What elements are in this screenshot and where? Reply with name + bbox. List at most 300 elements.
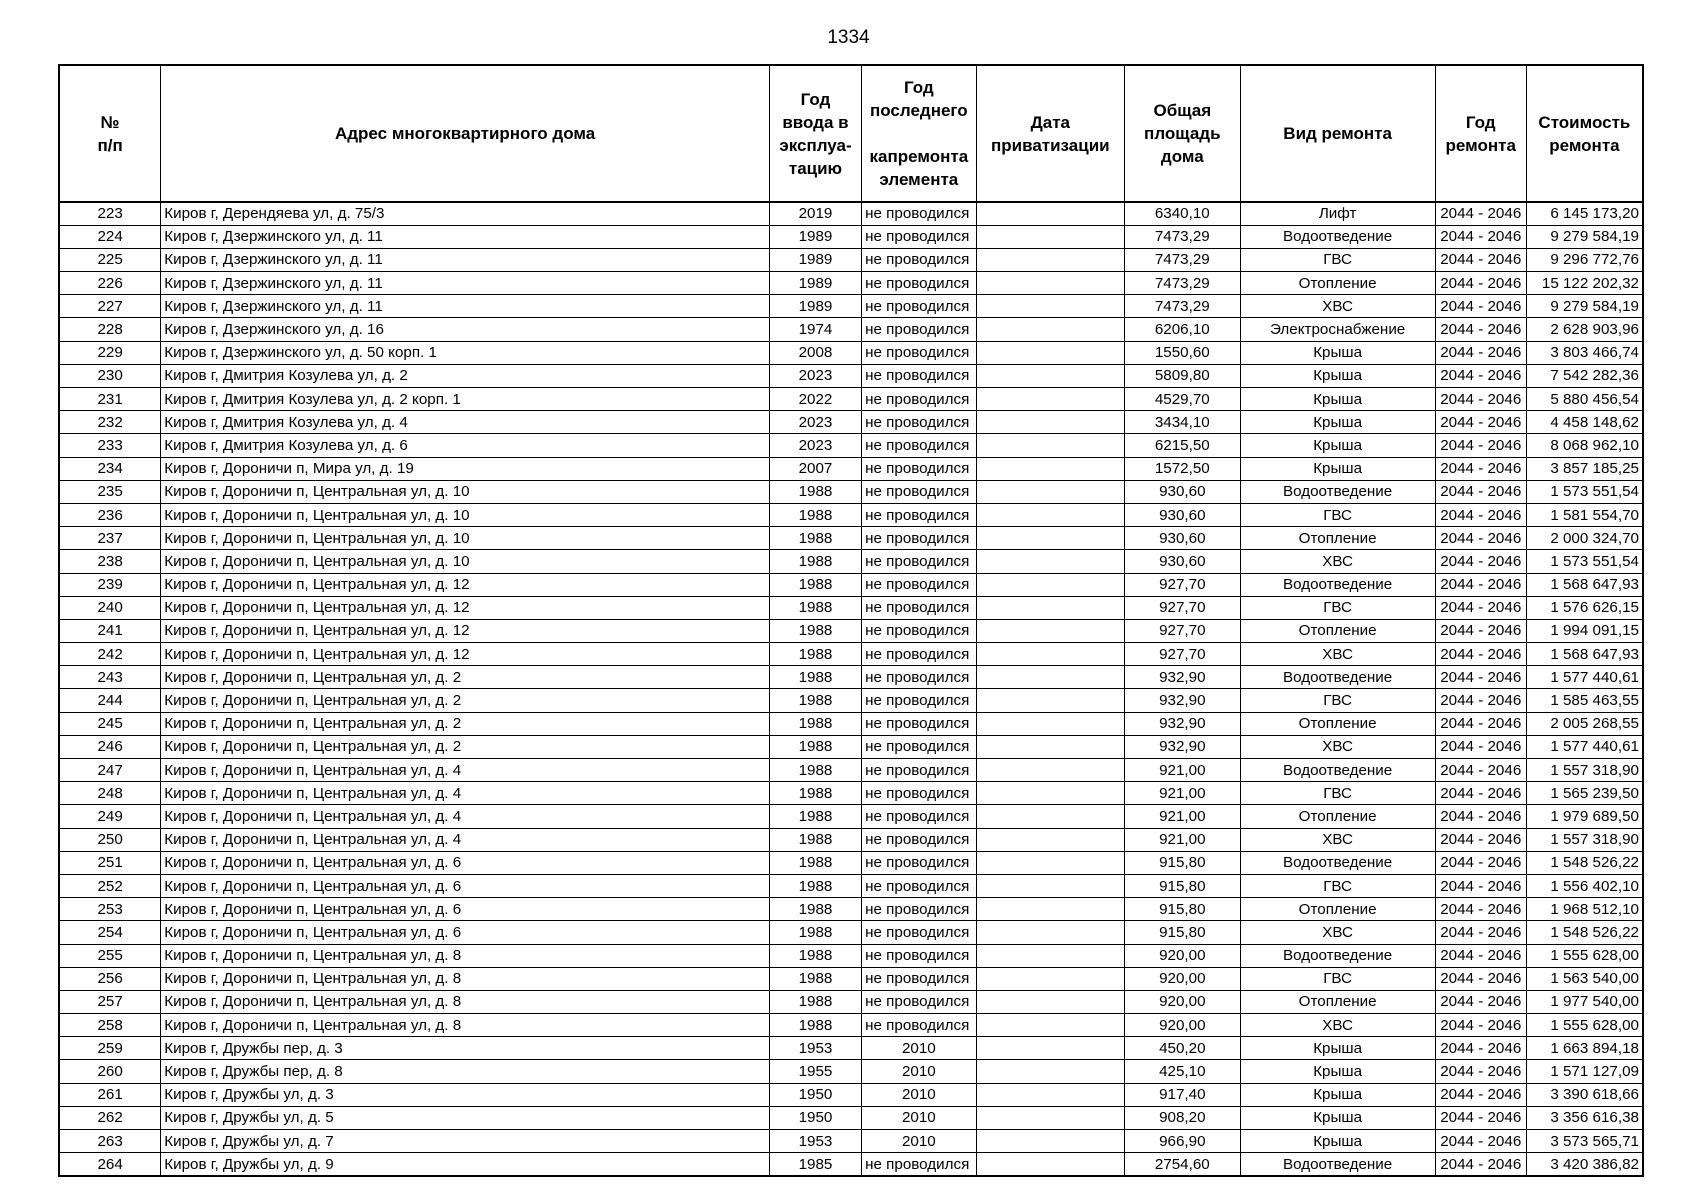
cell-cost: 1 576 626,15 (1526, 596, 1643, 619)
cell-address: Киров г, Дмитрия Козулева ул, д. 2 (161, 364, 770, 387)
cell-last-repair: не проводился (862, 573, 977, 596)
cell-year-built: 1953 (769, 1037, 861, 1060)
cell-cost: 8 068 962,10 (1526, 434, 1643, 457)
cell-area: 915,80 (1125, 874, 1241, 897)
cell-privatization (976, 550, 1124, 573)
table-row (59, 388, 1643, 411)
cell-repair-year: 2044 - 2046 (1435, 202, 1526, 225)
cell-year-built: 1988 (769, 666, 861, 689)
cell-last-repair: не проводился (862, 388, 977, 411)
cell-repair-type: Водоотведение (1240, 944, 1435, 967)
table-row (59, 1060, 1643, 1083)
cell-cost: 1 555 628,00 (1526, 944, 1643, 967)
cell-address: Киров г, Дружбы ул, д. 5 (161, 1106, 770, 1129)
cell-last-repair: не проводился (862, 921, 977, 944)
table-row (59, 550, 1643, 573)
cell-repair-type: Отопление (1240, 619, 1435, 642)
cell-repair-year: 2044 - 2046 (1435, 944, 1526, 967)
cell-repair-year: 2044 - 2046 (1435, 805, 1526, 828)
cell-num: 247 (59, 759, 161, 782)
cell-repair-year: 2044 - 2046 (1435, 457, 1526, 480)
table-row (59, 921, 1643, 944)
cell-repair-type: ХВС (1240, 295, 1435, 318)
cell-repair-type: ХВС (1240, 1014, 1435, 1037)
table-row (59, 272, 1643, 295)
cell-address: Киров г, Дороничи п, Центральная ул, д. 6 (161, 851, 770, 874)
cell-last-repair: не проводился (862, 643, 977, 666)
cell-num: 236 (59, 503, 161, 526)
cell-area: 930,60 (1125, 480, 1241, 503)
cell-area: 930,60 (1125, 550, 1241, 573)
cell-repair-year: 2044 - 2046 (1435, 596, 1526, 619)
cell-area: 932,90 (1125, 735, 1241, 758)
cell-address: Киров г, Дороничи п, Центральная ул, д. 12 (161, 643, 770, 666)
cell-repair-year: 2044 - 2046 (1435, 689, 1526, 712)
cell-repair-type: ГВС (1240, 967, 1435, 990)
cell-repair-year: 2044 - 2046 (1435, 225, 1526, 248)
cell-repair-year: 2044 - 2046 (1435, 434, 1526, 457)
cell-privatization (976, 735, 1124, 758)
cell-area: 921,00 (1125, 782, 1241, 805)
cell-cost: 1 565 239,50 (1526, 782, 1643, 805)
cell-privatization (976, 851, 1124, 874)
cell-cost: 1 557 318,90 (1526, 759, 1643, 782)
cell-repair-year: 2044 - 2046 (1435, 295, 1526, 318)
cell-year-built: 1988 (769, 851, 861, 874)
cell-address: Киров г, Дороничи п, Центральная ул, д. 8 (161, 990, 770, 1013)
header-num: № п/п (59, 65, 161, 202)
cell-last-repair: не проводился (862, 851, 977, 874)
cell-num: 257 (59, 990, 161, 1013)
cell-privatization (976, 248, 1124, 271)
cell-repair-year: 2044 - 2046 (1435, 411, 1526, 434)
cell-privatization (976, 527, 1124, 550)
cell-num: 232 (59, 411, 161, 434)
table-row (59, 503, 1643, 526)
table-row (59, 689, 1643, 712)
cell-year-built: 1988 (769, 874, 861, 897)
cell-address: Киров г, Дороничи п, Центральная ул, д. 6 (161, 898, 770, 921)
cell-num: 235 (59, 480, 161, 503)
cell-privatization (976, 1014, 1124, 1037)
table-row (59, 944, 1643, 967)
cell-repair-type: Отопление (1240, 527, 1435, 550)
table-row (59, 851, 1643, 874)
cell-year-built: 1988 (769, 944, 861, 967)
cell-repair-type: Водоотведение (1240, 1153, 1435, 1176)
cell-area: 7473,29 (1125, 295, 1241, 318)
cell-year-built: 1974 (769, 318, 861, 341)
table-row (59, 480, 1643, 503)
cell-privatization (976, 457, 1124, 480)
cell-last-repair: не проводился (862, 805, 977, 828)
table-row (59, 666, 1643, 689)
cell-area: 927,70 (1125, 619, 1241, 642)
cell-area: 1572,50 (1125, 457, 1241, 480)
cell-last-repair: не проводился (862, 295, 977, 318)
cell-area: 3434,10 (1125, 411, 1241, 434)
table-row (59, 1130, 1643, 1153)
cell-cost: 3 420 386,82 (1526, 1153, 1643, 1176)
page-number: 1334 (827, 27, 870, 48)
cell-area: 930,60 (1125, 503, 1241, 526)
cell-num: 250 (59, 828, 161, 851)
cell-num: 255 (59, 944, 161, 967)
cell-cost: 9 279 584,19 (1526, 225, 1643, 248)
cell-num: 243 (59, 666, 161, 689)
cell-year-built: 1985 (769, 1153, 861, 1176)
cell-num: 226 (59, 272, 161, 295)
cell-num: 229 (59, 341, 161, 364)
cell-last-repair: 2010 (862, 1106, 977, 1129)
cell-repair-type: ХВС (1240, 828, 1435, 851)
cell-last-repair: не проводился (862, 596, 977, 619)
cell-privatization (976, 596, 1124, 619)
cell-repair-year: 2044 - 2046 (1435, 364, 1526, 387)
cell-last-repair: не проводился (862, 434, 977, 457)
cell-privatization (976, 805, 1124, 828)
cell-address: Киров г, Дзержинского ул, д. 11 (161, 225, 770, 248)
table-row (59, 596, 1643, 619)
table-row (59, 527, 1643, 550)
table-row (59, 1153, 1643, 1176)
cell-cost: 9 279 584,19 (1526, 295, 1643, 318)
cell-repair-type: ХВС (1240, 735, 1435, 758)
cell-repair-type: Отопление (1240, 272, 1435, 295)
cell-year-built: 1989 (769, 248, 861, 271)
cell-address: Киров г, Дороничи п, Центральная ул, д. 8 (161, 944, 770, 967)
cell-repair-type: Крыша (1240, 1037, 1435, 1060)
cell-address: Киров г, Дороничи п, Центральная ул, д. 10 (161, 480, 770, 503)
cell-year-built: 1988 (769, 921, 861, 944)
cell-area: 920,00 (1125, 944, 1241, 967)
cell-year-built: 2007 (769, 457, 861, 480)
cell-area: 920,00 (1125, 967, 1241, 990)
cell-repair-type: Водоотведение (1240, 480, 1435, 503)
cell-cost: 1 577 440,61 (1526, 666, 1643, 689)
cell-cost: 1 585 463,55 (1526, 689, 1643, 712)
cell-address: Киров г, Дружбы ул, д. 7 (161, 1130, 770, 1153)
cell-repair-type: ГВС (1240, 874, 1435, 897)
cell-area: 920,00 (1125, 990, 1241, 1013)
cell-area: 927,70 (1125, 596, 1241, 619)
cell-num: 251 (59, 851, 161, 874)
cell-num: 230 (59, 364, 161, 387)
cell-repair-type: Водоотведение (1240, 851, 1435, 874)
cell-last-repair: 2010 (862, 1060, 977, 1083)
table-row (59, 364, 1643, 387)
header-repair-type: Вид ремонта (1240, 65, 1435, 202)
cell-year-built: 1988 (769, 805, 861, 828)
table-row (59, 341, 1643, 364)
header-cost: Стоимость ремонта (1526, 65, 1643, 202)
cell-num: 240 (59, 596, 161, 619)
cell-repair-type: Крыша (1240, 364, 1435, 387)
cell-last-repair: 2010 (862, 1130, 977, 1153)
cell-num: 259 (59, 1037, 161, 1060)
cell-year-built: 1988 (769, 550, 861, 573)
cell-address: Киров г, Дороничи п, Центральная ул, д. 12 (161, 573, 770, 596)
cell-num: 261 (59, 1083, 161, 1106)
cell-cost: 1 968 512,10 (1526, 898, 1643, 921)
cell-repair-year: 2044 - 2046 (1435, 666, 1526, 689)
cell-cost: 1 977 540,00 (1526, 990, 1643, 1013)
cell-cost: 1 573 551,54 (1526, 550, 1643, 573)
cell-year-built: 1988 (769, 596, 861, 619)
cell-privatization (976, 666, 1124, 689)
cell-privatization (976, 828, 1124, 851)
cell-area: 927,70 (1125, 643, 1241, 666)
cell-address: Киров г, Дороничи п, Мира ул, д. 19 (161, 457, 770, 480)
table-row (59, 759, 1643, 782)
table-row (59, 434, 1643, 457)
header-area: Общая площадь дома (1125, 65, 1241, 202)
cell-address: Киров г, Дружбы ул, д. 9 (161, 1153, 770, 1176)
cell-cost: 1 994 091,15 (1526, 619, 1643, 642)
cell-privatization (976, 990, 1124, 1013)
cell-privatization (976, 689, 1124, 712)
cell-repair-type: Отопление (1240, 990, 1435, 1013)
cell-repair-type: Водоотведение (1240, 666, 1435, 689)
cell-num: 231 (59, 388, 161, 411)
table-row (59, 782, 1643, 805)
cell-cost: 7 542 282,36 (1526, 364, 1643, 387)
table-row (59, 295, 1643, 318)
cell-cost: 2 000 324,70 (1526, 527, 1643, 550)
cell-num: 242 (59, 643, 161, 666)
cell-num: 256 (59, 967, 161, 990)
cell-year-built: 2008 (769, 341, 861, 364)
cell-area: 930,60 (1125, 527, 1241, 550)
cell-address: Киров г, Дмитрия Козулева ул, д. 6 (161, 434, 770, 457)
cell-address: Киров г, Дороничи п, Центральная ул, д. 8 (161, 967, 770, 990)
table-row (59, 248, 1643, 271)
cell-area: 450,20 (1125, 1037, 1241, 1060)
cell-cost: 1 573 551,54 (1526, 480, 1643, 503)
cell-last-repair: не проводился (862, 318, 977, 341)
table-row (59, 643, 1643, 666)
cell-cost: 6 145 173,20 (1526, 202, 1643, 225)
cell-address: Киров г, Дороничи п, Центральная ул, д. 6 (161, 874, 770, 897)
cell-address: Киров г, Дороничи п, Центральная ул, д. 10 (161, 527, 770, 550)
cell-num: 241 (59, 619, 161, 642)
cell-last-repair: не проводился (862, 1153, 977, 1176)
cell-repair-year: 2044 - 2046 (1435, 272, 1526, 295)
cell-privatization (976, 874, 1124, 897)
cell-cost: 3 573 565,71 (1526, 1130, 1643, 1153)
cell-num: 227 (59, 295, 161, 318)
cell-privatization (976, 967, 1124, 990)
cell-repair-year: 2044 - 2046 (1435, 503, 1526, 526)
cell-area: 920,00 (1125, 1014, 1241, 1037)
cell-area: 4529,70 (1125, 388, 1241, 411)
cell-year-built: 1988 (769, 503, 861, 526)
cell-year-built: 1988 (769, 735, 861, 758)
cell-repair-year: 2044 - 2046 (1435, 921, 1526, 944)
cell-repair-year: 2044 - 2046 (1435, 1083, 1526, 1106)
cell-last-repair: не проводился (862, 527, 977, 550)
cell-repair-year: 2044 - 2046 (1435, 712, 1526, 735)
cell-last-repair: не проводился (862, 689, 977, 712)
cell-cost: 1 548 526,22 (1526, 921, 1643, 944)
cell-repair-type: ХВС (1240, 550, 1435, 573)
header-last-repair: Год последнего капремонта элемента (862, 65, 977, 202)
cell-privatization (976, 1083, 1124, 1106)
cell-last-repair: не проводился (862, 828, 977, 851)
cell-last-repair: не проводился (862, 503, 977, 526)
table-row (59, 1037, 1643, 1060)
cell-year-built: 1988 (769, 828, 861, 851)
cell-cost: 3 390 618,66 (1526, 1083, 1643, 1106)
table-row (59, 967, 1643, 990)
cell-address: Киров г, Дороничи п, Центральная ул, д. 4 (161, 759, 770, 782)
cell-area: 921,00 (1125, 828, 1241, 851)
cell-repair-type: Крыша (1240, 388, 1435, 411)
cell-repair-year: 2044 - 2046 (1435, 851, 1526, 874)
cell-address: Киров г, Дороничи п, Центральная ул, д. 4 (161, 782, 770, 805)
cell-last-repair: не проводился (862, 874, 977, 897)
cell-num: 253 (59, 898, 161, 921)
cell-num: 260 (59, 1060, 161, 1083)
cell-year-built: 1955 (769, 1060, 861, 1083)
cell-repair-type: ГВС (1240, 248, 1435, 271)
cell-area: 6340,10 (1125, 202, 1241, 225)
cell-privatization (976, 898, 1124, 921)
cell-repair-type: Крыша (1240, 1083, 1435, 1106)
cell-last-repair: не проводился (862, 550, 977, 573)
cell-year-built: 1988 (769, 480, 861, 503)
cell-area: 6215,50 (1125, 434, 1241, 457)
cell-address: Киров г, Дороничи п, Центральная ул, д. 2 (161, 735, 770, 758)
cell-last-repair: не проводился (862, 225, 977, 248)
cell-year-built: 1988 (769, 573, 861, 596)
cell-last-repair: 2010 (862, 1037, 977, 1060)
cell-year-built: 1988 (769, 759, 861, 782)
cell-area: 7473,29 (1125, 272, 1241, 295)
cell-cost: 1 548 526,22 (1526, 851, 1643, 874)
cell-area: 917,40 (1125, 1083, 1241, 1106)
cell-last-repair: не проводился (862, 480, 977, 503)
cell-last-repair: не проводился (862, 666, 977, 689)
cell-privatization (976, 202, 1124, 225)
cell-last-repair: 2010 (862, 1083, 977, 1106)
cell-privatization (976, 388, 1124, 411)
repair-table (58, 64, 1644, 1177)
header-address: Адрес многоквартирного дома (161, 65, 770, 202)
cell-cost: 2 628 903,96 (1526, 318, 1643, 341)
cell-cost: 15 122 202,32 (1526, 272, 1643, 295)
cell-privatization (976, 712, 1124, 735)
cell-year-built: 1989 (769, 272, 861, 295)
cell-num: 233 (59, 434, 161, 457)
table-row (59, 828, 1643, 851)
cell-repair-type: Крыша (1240, 411, 1435, 434)
cell-repair-type: Крыша (1240, 1130, 1435, 1153)
cell-last-repair: не проводился (862, 898, 977, 921)
cell-repair-type: Водоотведение (1240, 573, 1435, 596)
cell-cost: 1 979 689,50 (1526, 805, 1643, 828)
cell-area: 966,90 (1125, 1130, 1241, 1153)
cell-privatization (976, 411, 1124, 434)
cell-area: 7473,29 (1125, 225, 1241, 248)
cell-num: 245 (59, 712, 161, 735)
table-row (59, 202, 1643, 225)
cell-repair-year: 2044 - 2046 (1435, 735, 1526, 758)
cell-last-repair: не проводился (862, 411, 977, 434)
cell-num: 249 (59, 805, 161, 828)
cell-cost: 1 557 318,90 (1526, 828, 1643, 851)
cell-privatization (976, 341, 1124, 364)
cell-repair-year: 2044 - 2046 (1435, 967, 1526, 990)
cell-repair-year: 2044 - 2046 (1435, 1106, 1526, 1129)
cell-repair-year: 2044 - 2046 (1435, 782, 1526, 805)
cell-num: 239 (59, 573, 161, 596)
cell-repair-year: 2044 - 2046 (1435, 874, 1526, 897)
cell-year-built: 1988 (769, 619, 861, 642)
cell-year-built: 1950 (769, 1083, 861, 1106)
cell-cost: 3 857 185,25 (1526, 457, 1643, 480)
cell-area: 932,90 (1125, 666, 1241, 689)
cell-address: Киров г, Дороничи п, Центральная ул, д. 12 (161, 596, 770, 619)
cell-repair-type: Водоотведение (1240, 759, 1435, 782)
cell-last-repair: не проводился (862, 759, 977, 782)
cell-privatization (976, 782, 1124, 805)
cell-num: 263 (59, 1130, 161, 1153)
cell-repair-type: ГВС (1240, 596, 1435, 619)
table-row (59, 573, 1643, 596)
cell-privatization (976, 295, 1124, 318)
cell-year-built: 1988 (769, 712, 861, 735)
cell-area: 2754,60 (1125, 1153, 1241, 1176)
cell-privatization (976, 434, 1124, 457)
cell-address: Киров г, Дружбы пер, д. 3 (161, 1037, 770, 1060)
cell-last-repair: не проводился (862, 782, 977, 805)
cell-year-built: 1953 (769, 1130, 861, 1153)
cell-privatization (976, 643, 1124, 666)
cell-year-built: 1988 (769, 782, 861, 805)
cell-num: 224 (59, 225, 161, 248)
cell-last-repair: не проводился (862, 944, 977, 967)
cell-area: 915,80 (1125, 898, 1241, 921)
cell-privatization (976, 272, 1124, 295)
cell-last-repair: не проводился (862, 1014, 977, 1037)
cell-num: 254 (59, 921, 161, 944)
cell-address: Киров г, Дороничи п, Центральная ул, д. 10 (161, 550, 770, 573)
cell-cost: 5 880 456,54 (1526, 388, 1643, 411)
cell-cost: 3 803 466,74 (1526, 341, 1643, 364)
cell-cost: 9 296 772,76 (1526, 248, 1643, 271)
table-row (59, 225, 1643, 248)
cell-year-built: 2023 (769, 434, 861, 457)
cell-repair-year: 2044 - 2046 (1435, 1014, 1526, 1037)
cell-last-repair: не проводился (862, 457, 977, 480)
cell-address: Киров г, Дороничи п, Центральная ул, д. 8 (161, 1014, 770, 1037)
cell-area: 915,80 (1125, 851, 1241, 874)
cell-privatization (976, 503, 1124, 526)
table-row (59, 898, 1643, 921)
cell-repair-year: 2044 - 2046 (1435, 1153, 1526, 1176)
cell-repair-type: Крыша (1240, 434, 1435, 457)
cell-repair-year: 2044 - 2046 (1435, 1060, 1526, 1083)
cell-repair-year: 2044 - 2046 (1435, 388, 1526, 411)
cell-area: 425,10 (1125, 1060, 1241, 1083)
cell-repair-type: Отопление (1240, 805, 1435, 828)
cell-repair-year: 2044 - 2046 (1435, 527, 1526, 550)
cell-repair-type: Крыша (1240, 1106, 1435, 1129)
table-row (59, 318, 1643, 341)
cell-repair-type: Водоотведение (1240, 225, 1435, 248)
cell-area: 921,00 (1125, 759, 1241, 782)
